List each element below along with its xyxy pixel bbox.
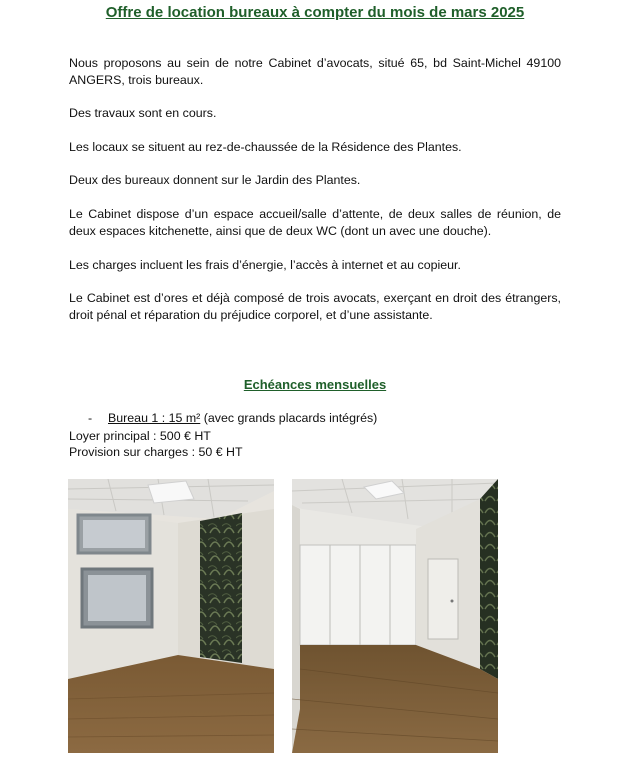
- charges-line: Provision sur charges : 50 € HT: [69, 445, 243, 459]
- paragraph-team: Le Cabinet est d’ores et déjà composé de trois avocats, exerçant en droit des étrangers, droit pénal et réparation du préjudice corporel, et d’une assistante.: [69, 291, 561, 322]
- rent-line: Loyer principal : 500 € HT: [69, 429, 211, 443]
- bureau-name: Bureau 1 : 15 m²: [108, 411, 201, 425]
- paragraph-location: Les locaux se situent au rez-de-chaussée de la Résidence des Plantes.: [69, 140, 462, 154]
- paragraph-works: Des travaux sont en cours.: [69, 106, 217, 120]
- paragraph-garden: Deux des bureaux donnent sur le Jardin des Plantes.: [69, 173, 361, 187]
- paragraph-charges: Les charges incluent les frais d’énergie, l’accès à internet et au copieur.: [69, 258, 461, 272]
- paragraph-facilities: Le Cabinet dispose d’un espace accueil/salle d’attente, de deux salles de réunion, de deux espaces kitchenette, ainsi que de deux WC (dont un avec une douche).: [69, 207, 561, 238]
- section-title: Echéances mensuelles: [243, 377, 387, 392]
- bureau-item: [88, 411, 377, 425]
- document-title: Offre de location bureaux à compter du mois de mars 2025: [105, 4, 525, 21]
- bureau-detail: (avec grands placards intégrés): [200, 411, 378, 425]
- office-room-photo-windows: [68, 479, 274, 753]
- office-room-photo-closets: [292, 479, 498, 753]
- paragraph-intro: Nous proposons au sein de notre Cabinet d’avocats, situé 65, bd Saint-Michel 49100 ANGERS, trois bureaux.: [69, 56, 561, 87]
- bullet-dash: -: [88, 411, 93, 425]
